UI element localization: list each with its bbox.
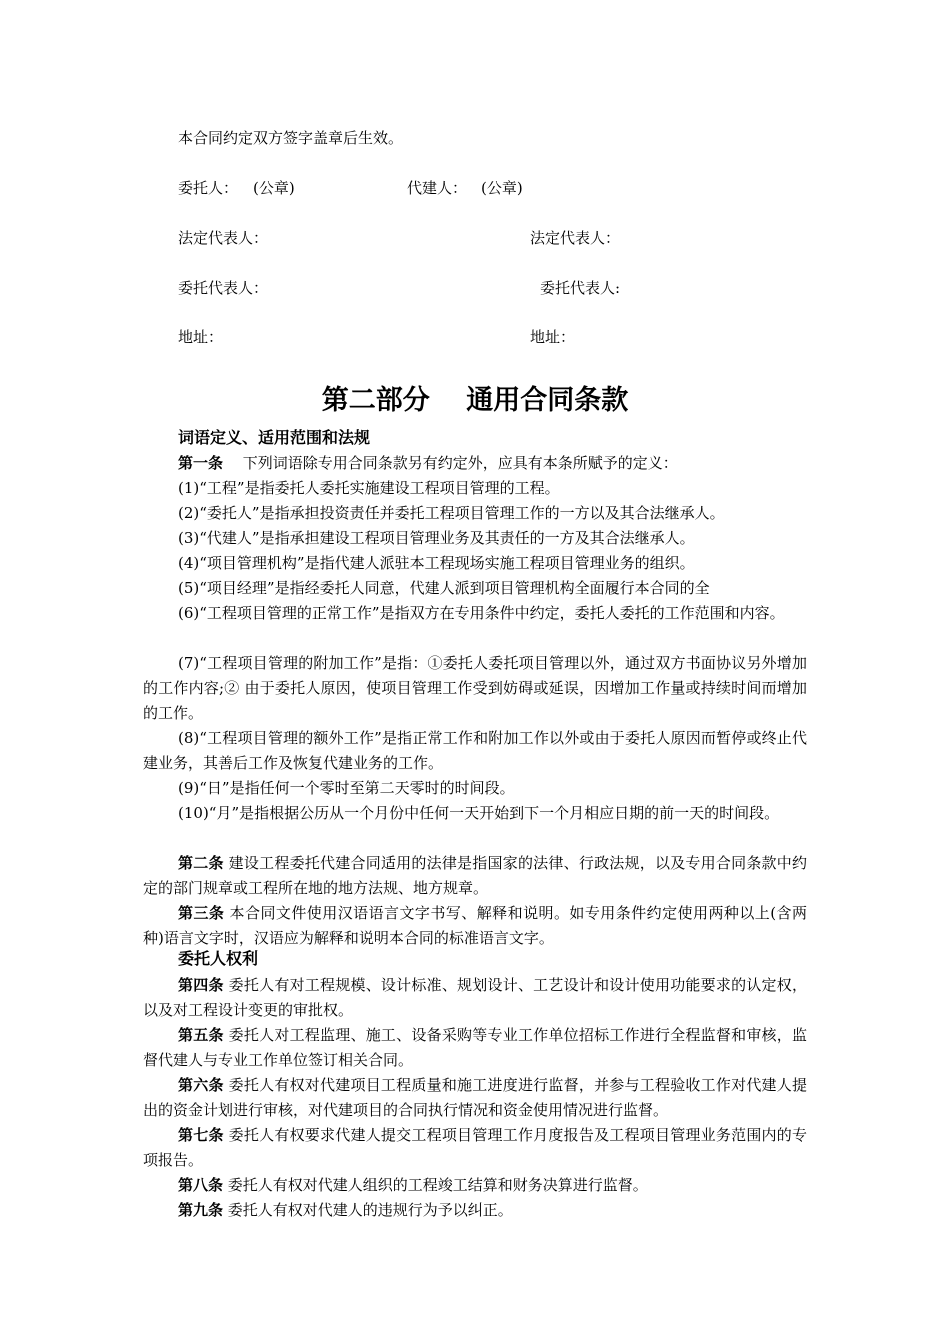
article-label: 第九条: [178, 1201, 224, 1219]
article-8: [143, 1173, 807, 1198]
article-text: 委托人有权对代建项目工程质量和施工进度进行监督，并参与工程验收工作对代建人提出的资金计划进行审核，对代建项目的合同执行情况和资金使用情况进行监督。: [143, 1076, 807, 1119]
article-text: 本合同文件使用汉语语言文字书写、解释和说明。如专用条件约定使用两种以上(含两种)语言文字时，汉语应为解释和说明本合同的标准语言文字。: [143, 904, 807, 947]
client-seal: (公章): [253, 179, 295, 197]
article-2: [143, 851, 807, 901]
address-right: 地址：: [530, 328, 576, 346]
article-text: 下列词语除专用合同条款另有约定外，应具有本条所赋予的定义：: [223, 454, 678, 472]
article-text: 委托人有权要求代建人提交工程项目管理工作月度报告及工程项目管理业务范围内的专项报告。: [143, 1126, 807, 1169]
address-left: 地址：: [178, 328, 224, 346]
article-1: [178, 451, 807, 476]
article-text: 建设工程委托代建合同适用的法律是指国家的法律、行政法规，以及专用合同条款中约定的部门规章或工程所在地的地方法规、地方规章。: [143, 854, 807, 897]
article-3: [143, 901, 807, 951]
article-label: 第二条: [178, 854, 224, 872]
definition-item-5: (5)“项目经理”是指经委托人同意，代建人派到项目管理机构全面履行本合同的全: [178, 579, 710, 597]
definition-item-8: (8)“工程项目管理的额外工作”是指正常工作和附加工作以外或由于委托人原因而暂停或终止代建业务，其善后工作及恢复代建业务的工作。: [143, 729, 807, 772]
article-5: [143, 1023, 807, 1073]
article-text: 委托人对工程监理、施工、设备采购等专业工作单位招标工作进行全程监督和审核，监督代建人与专业工作单位签订相关合同。: [143, 1026, 807, 1069]
agent-seal: (公章): [481, 179, 523, 197]
legal-rep-left: 法定代表人：: [178, 229, 269, 247]
article-6: [143, 1073, 807, 1123]
article-label: 第一条: [178, 454, 224, 472]
article-label: 第三条: [178, 904, 225, 922]
definition-item-9: (9)“日”是指任何一个零时至第二天零时的时间段。: [178, 779, 515, 797]
article-label: 第四条: [178, 976, 224, 994]
article-9: [143, 1198, 807, 1223]
definition-item-10: (10)“月”是指根据公历从一个月份中任何一天开始到下一个月相应日期的前一天的时间段。: [178, 804, 780, 822]
legal-rep-right: 法定代表人：: [530, 229, 621, 247]
section-heading-definitions: 词语定义、适用范围和法规: [178, 428, 371, 447]
article-label: 第七条: [178, 1126, 224, 1144]
article-label: 第五条: [178, 1026, 224, 1044]
definition-item-1: (1)“工程”是指委托人委托实施建设工程项目管理的工程。: [178, 479, 560, 497]
client-label: 委托人：: [178, 179, 239, 197]
entrusted-rep-right: 委托代表人:: [540, 279, 621, 297]
definition-item-3: (3)“代建人”是指承担建设工程项目管理业务及其责任的一方及其合法继承人。: [178, 529, 695, 547]
article-text: 委托人有权对代建人的违规行为予以纠正。: [223, 1201, 513, 1219]
effective-clause: 本合同约定双方签字盖章后生效。: [178, 129, 404, 147]
entrusted-rep-left: 委托代表人：: [178, 279, 269, 297]
part-title: 第二部分 通用合同条款: [321, 385, 629, 416]
definition-item-6: (6)“工程项目管理的正常工作”是指双方在专用条件中约定，委托人委托的工作范围和内容。: [178, 604, 785, 622]
article-7: [143, 1123, 807, 1173]
article-text: 委托人有权对代建人组织的工程竣工结算和财务决算进行监督。: [223, 1176, 648, 1194]
article-text: 委托人有对工程规模、设计标准、规划设计、工艺设计和设计使用功能要求的认定权，以及对工程设计变更的审批权。: [143, 976, 807, 1019]
section-heading-client-rights: 委托人权利: [178, 949, 259, 968]
article-4: [143, 973, 807, 1023]
article-label: 第八条: [178, 1176, 224, 1194]
definition-item-7: (7)“工程项目管理的附加工作”是指：①委托人委托项目管理以外，通过双方书面协议另外增加的工作内容;② 由于委托人原因，使项目管理工作受到妨碍或延误，因增加工作量或持续时间而增加的工作。: [143, 654, 807, 722]
definition-item-4: (4)“项目管理机构”是指代建人派驻本工程现场实施工程项目管理业务的组织。: [178, 554, 695, 572]
definition-item-2: (2)“委托人”是指承担投资责任并委托工程项目管理工作的一方以及其合法继承人。: [178, 504, 725, 522]
article-label: 第六条: [178, 1076, 224, 1094]
agent-label: 代建人：: [407, 179, 468, 197]
